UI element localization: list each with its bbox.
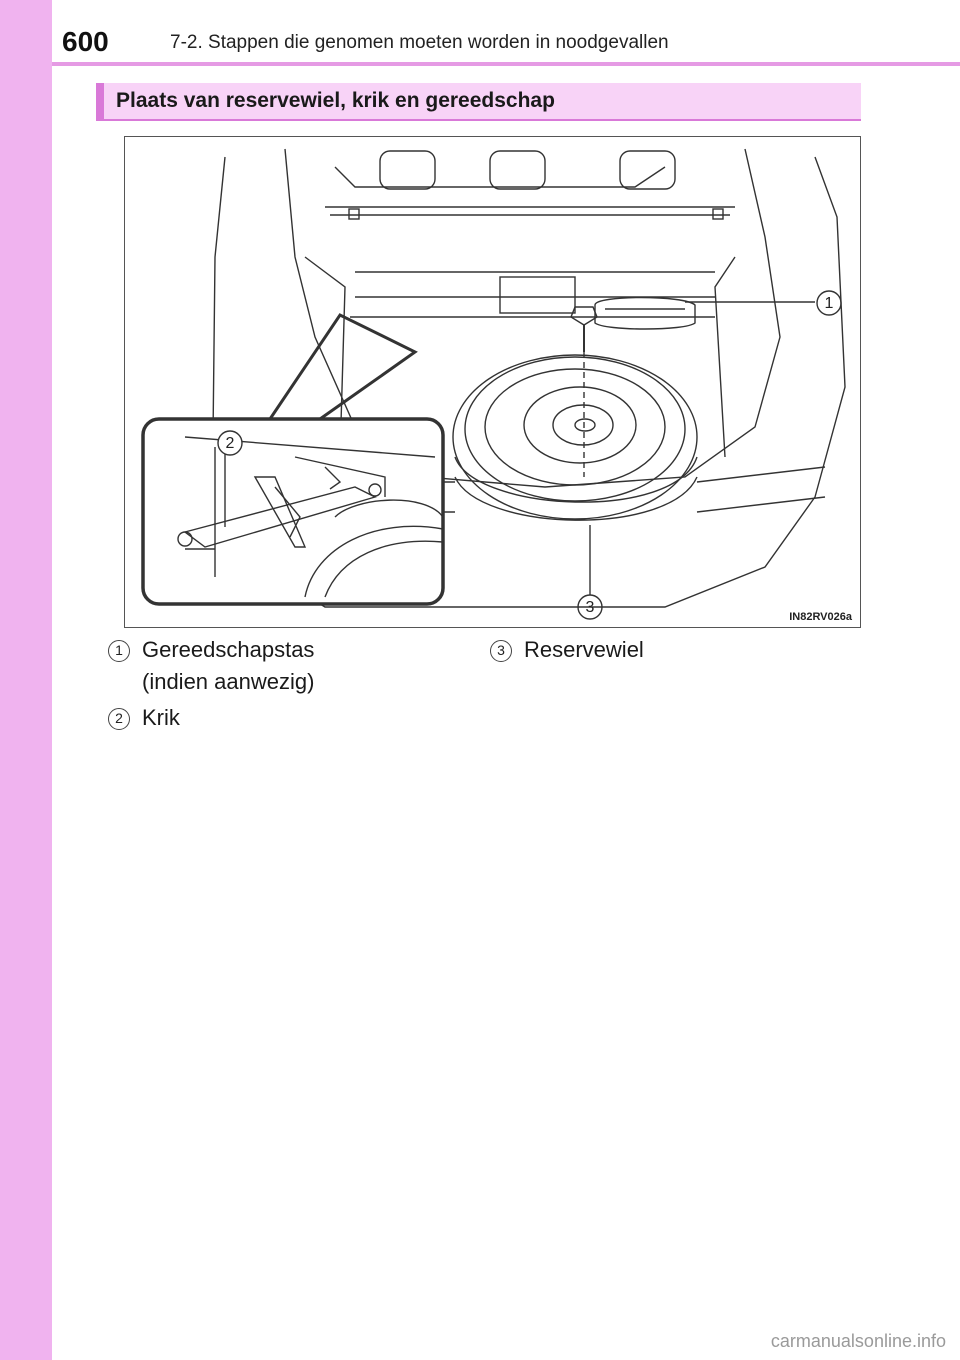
header-rule [52,62,960,66]
legend-text-1 [142,634,314,698]
callout-1: 1 [824,295,834,312]
callout-labels [125,137,861,628]
legend-badge-2: 2 [108,708,130,730]
section-title-box [96,83,861,119]
figure-code: IN82RV026a [789,611,852,623]
legend-badge-1: 1 [108,640,130,662]
legend-label-3: Reservewiel [524,637,644,662]
legend-label-1: Gereedschapstas [142,637,315,662]
side-bar [0,0,52,1360]
callout-2: 2 [225,435,235,452]
section-rule [96,119,861,121]
legend-label-2: Krik [142,705,180,730]
callout-3: 3 [585,599,595,616]
legend-text-3 [524,634,644,666]
watermark: carmanualsonline.info [770,1331,946,1351]
running-head: 7-2. Stappen die genomen moeten worden in noodgevallen [170,32,669,53]
page-number: 600 [62,26,109,57]
section-title: Plaats van reservewiel, krik en gereedschap [116,89,555,112]
legend-text-2 [142,702,180,734]
legend-label-1-sub: (indien aanwezig) [142,669,315,694]
trunk-illustration [124,136,861,628]
legend-badge-3: 3 [490,640,512,662]
